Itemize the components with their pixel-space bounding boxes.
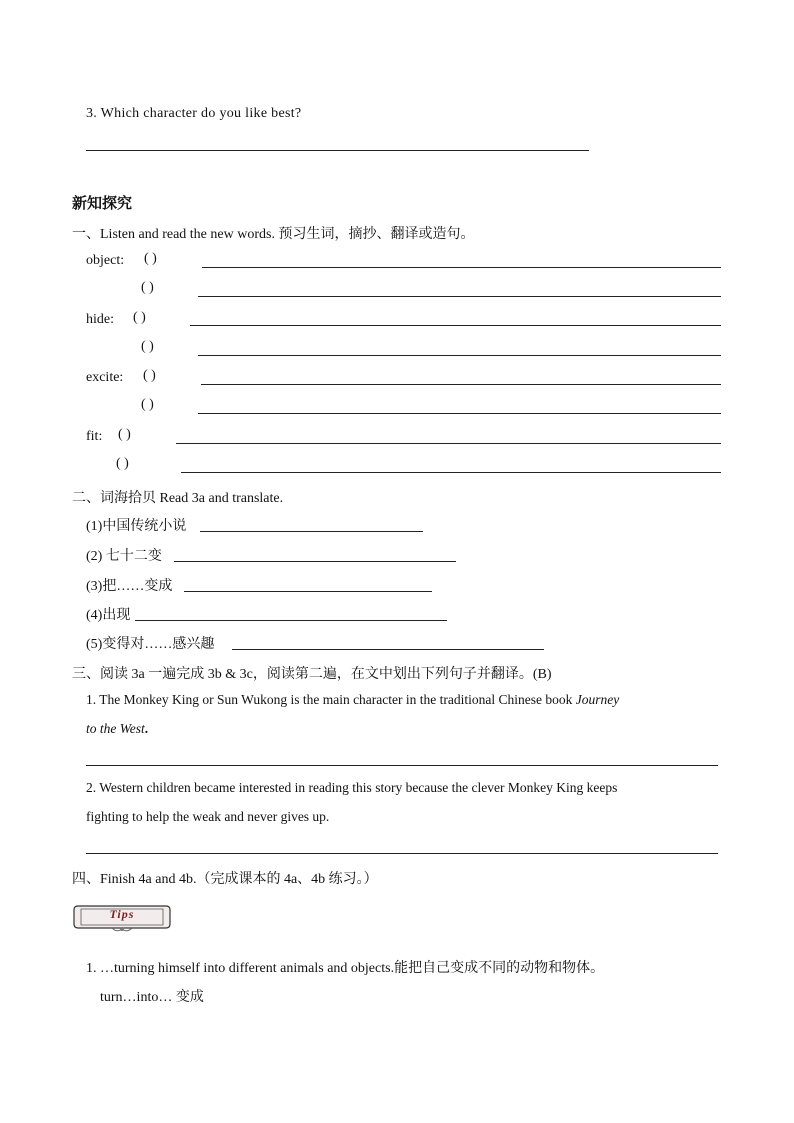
question-3: 3. Which character do you like best? — [86, 106, 302, 121]
answer-line[interactable] — [198, 296, 721, 297]
sentence-2-line-2: fighting to help the weak and never gives up. — [86, 809, 330, 824]
paren-blank[interactable]: ( ) — [118, 427, 131, 442]
answer-line[interactable] — [232, 649, 544, 650]
part4-heading: 四、Finish 4a and 4b.（完成课本的 4a、4b 练习。） — [72, 872, 378, 887]
answer-line[interactable] — [190, 325, 721, 326]
answer-line[interactable] — [198, 413, 721, 414]
tips-label: Tips — [109, 907, 135, 921]
tip-item-1-sub: turn…into… 变成 — [100, 990, 204, 1005]
part2-heading: 二、词海拾贝 Read 3a and translate. — [72, 491, 284, 506]
paren-blank[interactable]: ( ) — [143, 368, 156, 383]
part1-heading: 一、Listen and read the new words. 预习生词，摘抄、翻译或造句。 — [72, 227, 475, 242]
word-hide: hide: — [86, 312, 114, 327]
answer-line[interactable] — [200, 531, 423, 532]
answer-line[interactable] — [176, 443, 721, 444]
part2-item-5: (5)变得对……感兴趣 — [86, 637, 215, 652]
paren-blank[interactable]: ( ) — [141, 397, 154, 412]
translation-line-2[interactable] — [86, 853, 718, 854]
word-fit: fit: — [86, 429, 103, 444]
answer-line[interactable] — [174, 561, 456, 562]
part2-item-3: (3)把……变成 — [86, 579, 173, 594]
part2-item-4: (4)出现 — [86, 608, 131, 623]
paren-blank[interactable]: ( ) — [116, 456, 129, 471]
section-title: 新知探究 — [72, 196, 133, 212]
word-object: object: — [86, 253, 125, 268]
translation-line-1[interactable] — [86, 765, 718, 766]
paren-blank[interactable]: ( ) — [133, 310, 146, 325]
part2-item-1: (1)中国传统小说 — [86, 519, 187, 534]
tip-item-1: 1. …turning himself into different animals and objects.能把自己变成不同的动物和物体。 — [86, 961, 605, 976]
tips-banner — [72, 902, 172, 934]
sentence-1-text: 1. The Monkey King or Sun Wukong is the main character in the traditional Chinese book — [86, 692, 573, 707]
part3-heading: 三、阅读 3a 一遍完成 3b & 3c，阅读第二遍，在文中划出下列句子并翻译。(B) — [72, 667, 552, 682]
sentence-2-line-1: 2. Western children became interested in reading this story because the clever Monkey King keeps — [86, 780, 618, 795]
part2-item-2: (2) 七十二变 — [86, 549, 162, 564]
book-title-part-1: Journey — [575, 692, 620, 707]
sentence-1-line-2 — [86, 721, 148, 737]
answer-line[interactable] — [198, 355, 721, 356]
answer-line[interactable] — [202, 267, 721, 268]
book-title-part-2: to the West — [86, 721, 145, 736]
answer-line-q3[interactable] — [86, 150, 589, 151]
answer-line[interactable] — [181, 472, 721, 473]
word-excite: excite: — [86, 370, 124, 385]
paren-blank[interactable]: ( ) — [141, 339, 154, 354]
paren-blank[interactable]: ( ) — [141, 280, 154, 295]
answer-line[interactable] — [135, 620, 447, 621]
sentence-1-line-1 — [86, 692, 722, 708]
sentence-1-end: . — [144, 721, 149, 736]
answer-line[interactable] — [184, 591, 432, 592]
answer-line[interactable] — [201, 384, 721, 385]
paren-blank[interactable]: ( ) — [144, 251, 157, 266]
